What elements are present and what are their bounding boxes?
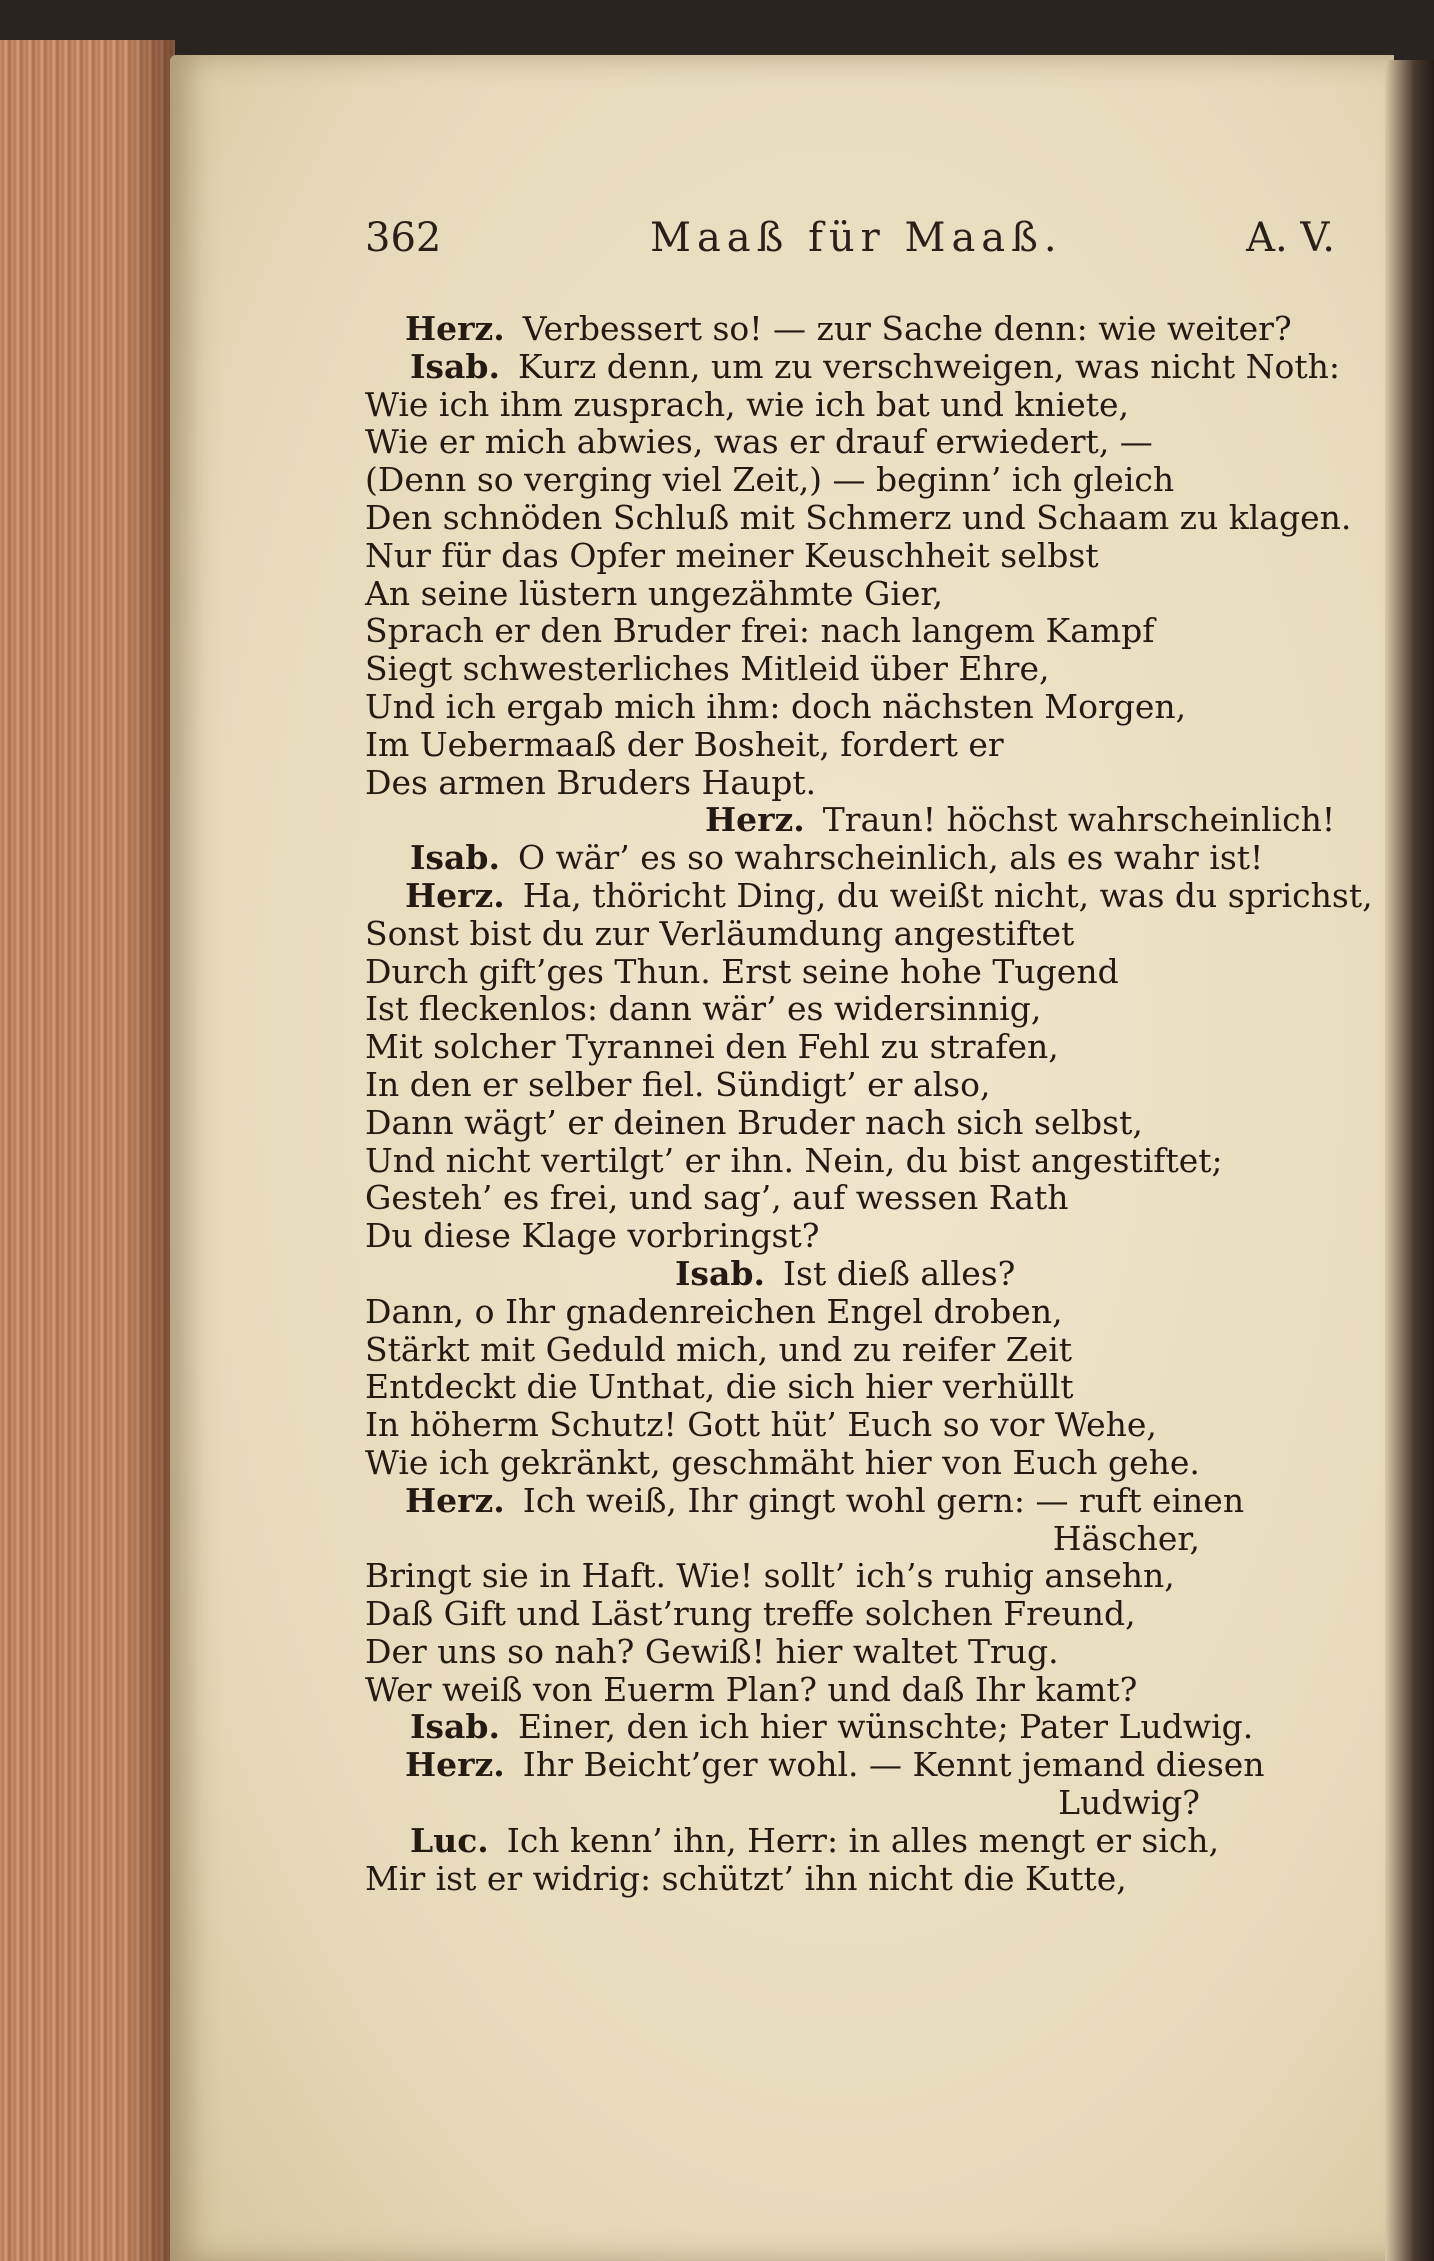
verse-line (365, 1444, 1330, 1482)
verse-text: Entdeckt die Unthat, die sich hier verhüllt (365, 1367, 1074, 1407)
verse-text: (Denn so verging viel Zeit,) — beginn’ ich gleich (365, 460, 1175, 500)
verse-text: Ist fleckenlos: dann wär’ es widersinnig, (365, 989, 1042, 1029)
verse-text: Ich weiß, Ihr gingt wohl gern: — ruft einen (522, 1480, 1245, 1520)
verse-text: Wie ich ihm zusprach, wie ich bat und kniete, (365, 384, 1130, 424)
speaker-name: Isab. (675, 1253, 765, 1293)
verse-line (365, 1179, 1330, 1217)
page-header (365, 205, 1335, 275)
verse-line (365, 1633, 1330, 1671)
verse-text: Ist dieß alles? (782, 1253, 1016, 1293)
verse-line (365, 497, 1352, 537)
verse-line (365, 1595, 1330, 1633)
verse-line (365, 764, 1330, 802)
verse-text: Den schnöden Schluß mit Schmerz und Schaam zu klagen. (365, 497, 1352, 537)
verse-line (365, 1784, 1330, 1822)
verse-line (365, 1708, 1330, 1746)
verse-text: Siegt schwesterliches Mitleid über Ehre, (365, 649, 1050, 689)
verse-text: Wie er mich abwies, was er drauf erwiedert, — (365, 422, 1153, 462)
verse-text: Wie ich gekränkt, geschmäht hier von Euch gehe. (365, 1442, 1200, 1482)
verse-text: Ha, thöricht Ding, du weißt nicht, was du sprichst, (522, 875, 1373, 915)
verse-line (365, 1217, 1330, 1255)
verse-line (365, 953, 1330, 991)
verse-text: Einer, den ich hier wünschte; Pater Ludwig. (517, 1707, 1254, 1747)
verse-text: Mir ist er widrig: schützt’ ihn nicht die Kutte, (365, 1858, 1127, 1898)
running-title: Maaß für Maaß. (650, 215, 1063, 261)
verse-text: Gesteh’ es frei, und sag’, auf wessen Rath (365, 1178, 1069, 1218)
play-text (365, 309, 1373, 1898)
verse-text: Wer weiß von Euerm Plan? und daß Ihr kamt? (365, 1669, 1138, 1709)
verse-text: Des armen Bruders Haupt. (365, 762, 817, 802)
verse-line (365, 423, 1330, 461)
speaker-name: Luc. (410, 1820, 489, 1860)
verse-line (365, 688, 1330, 726)
verse-text: Sprach er den Bruder frei: nach langem Kampf (365, 611, 1155, 651)
speaker-name: Herz. (705, 800, 805, 840)
verse-line (365, 800, 1336, 840)
verse-line (365, 1142, 1330, 1180)
verse-text: Der uns so nah? Gewiß! hier waltet Trug. (365, 1631, 1059, 1671)
verse-line (365, 915, 1330, 953)
verse-line (365, 1066, 1330, 1104)
verse-line (365, 839, 1330, 877)
gutter-shadow (130, 40, 175, 2261)
verse-line (365, 537, 1330, 575)
speaker-name: Isab. (410, 838, 500, 878)
verse-text: Sonst bist du zur Verläumdung angestiftet (365, 913, 1075, 953)
verse-text: O wär’ es so wahrscheinlich, als es wahr ist! (517, 838, 1264, 878)
verse-text: Durch gift’ges Thun. Erst seine hohe Tugend (365, 951, 1119, 991)
verse-line (365, 1822, 1330, 1860)
verse-line (365, 1671, 1330, 1709)
verse-text: Im Uebermaaß der Bosheit, fordert er (365, 724, 1004, 764)
verse-line (365, 310, 1330, 348)
verse-line (365, 650, 1330, 688)
verse-text: Daß Gift und Läst’rung treffe solchen Freund, (365, 1594, 1136, 1634)
verse-line (365, 1293, 1330, 1331)
verse-line (365, 1104, 1330, 1142)
verse-text: Dann, o Ihr gnadenreichen Engel droben, (365, 1291, 1063, 1331)
page-right-edge (1385, 60, 1434, 2261)
verse-line (365, 612, 1330, 650)
act-label: A. V. (1246, 215, 1335, 261)
speaker-name: Herz. (405, 875, 505, 915)
verse-text: In höherm Schutz! Gott hüt’ Euch so vor Wehe, (365, 1405, 1157, 1445)
speaker-name: Isab. (410, 346, 500, 386)
speaker-name: Herz. (405, 1480, 505, 1520)
verse-line (365, 1255, 1330, 1293)
verse-line (365, 1860, 1330, 1898)
verse-line (365, 1557, 1330, 1595)
verse-line (365, 1520, 1330, 1558)
verse-line (365, 726, 1330, 764)
verse-text: Und ich ergab mich ihm: doch nächsten Morgen, (365, 686, 1187, 726)
verse-text: Ihr Beicht’ger wohl. — Kennt jemand diesen (522, 1745, 1265, 1785)
verse-line (365, 1406, 1330, 1444)
verse-text: Ludwig? (1058, 1783, 1200, 1823)
verse-text: Und nicht vertilgt’ er ihn. Nein, du bist angestiftet; (365, 1140, 1223, 1180)
verse-text: Bringt sie in Haft. Wie! sollt’ ich’s ruhig ansehn, (365, 1556, 1175, 1596)
verse-text: Ich kenn’ ihn, Herr: in alles mengt er sich, (506, 1820, 1220, 1860)
verse-text: Mit solcher Tyrannei den Fehl zu strafen, (365, 1027, 1059, 1067)
verse-text: Dann wägt’ er deinen Bruder nach sich selbst, (365, 1102, 1143, 1142)
verse-line (365, 386, 1330, 424)
page-number: 362 (365, 215, 442, 261)
verse-line (365, 875, 1373, 915)
verse-line (365, 1028, 1330, 1066)
speaker-name: Herz. (405, 309, 505, 348)
verse-text: Nur für das Opfer meiner Keuschheit selbst (365, 535, 1099, 575)
verse-line (365, 1331, 1330, 1369)
verse-line (365, 1368, 1330, 1406)
verse-line (365, 990, 1330, 1028)
verse-text: Stärkt mit Geduld mich, und zu reifer Zeit (365, 1329, 1073, 1369)
verse-line (365, 346, 1340, 386)
verse-text: Häscher, (1052, 1518, 1200, 1558)
verse-line (365, 1746, 1330, 1784)
verse-text: Verbessert so! — zur Sache denn: wie weiter? (522, 309, 1292, 348)
verse-line (365, 461, 1330, 499)
speaker-name: Herz. (405, 1745, 505, 1785)
speaker-name: Isab. (410, 1707, 500, 1747)
verse-line (365, 1482, 1330, 1520)
verse-text: In den er selber fiel. Sündigt’ er also, (365, 1064, 991, 1104)
verse-text: Kurz denn, um zu verschweigen, was nicht Noth: (517, 346, 1340, 386)
verse-line (365, 575, 1330, 613)
verse-text: Traun! höchst wahrscheinlich! (822, 800, 1336, 840)
verse-text: Du diese Klage vorbringst? (365, 1216, 820, 1256)
verse-text: An seine lüstern ungezähmte Gier, (365, 573, 944, 613)
